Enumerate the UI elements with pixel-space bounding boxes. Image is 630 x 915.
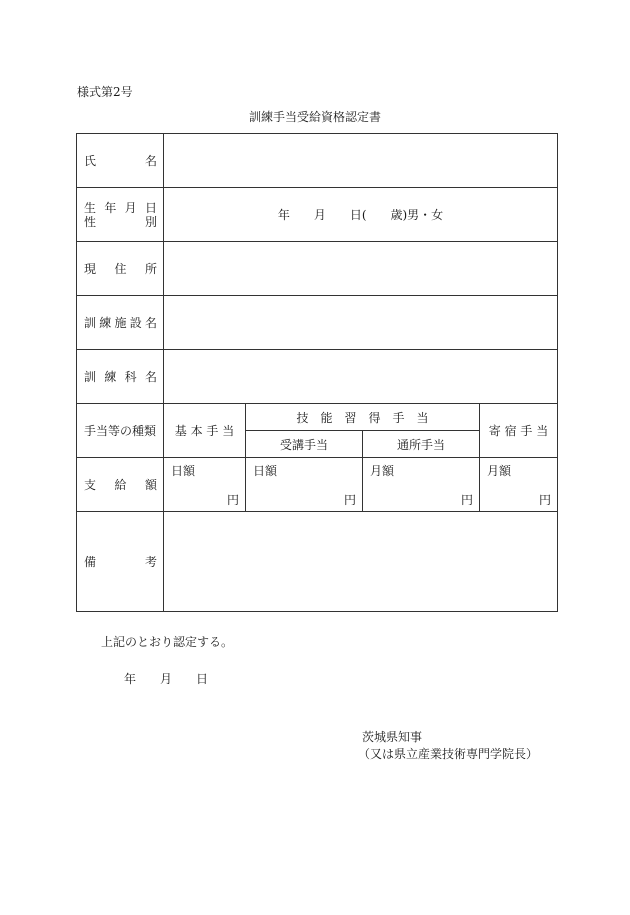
remarks-field[interactable] <box>164 512 558 612</box>
rate-unit: 月額 <box>487 464 512 478</box>
confirmation-text: 上記のとおり認定する。 <box>101 635 234 649</box>
commute-allowance-amount[interactable] <box>363 458 480 512</box>
facility-field[interactable] <box>164 296 558 350</box>
name-row <box>77 134 558 188</box>
allowance-type-label: 手当等の種類 <box>77 404 164 458</box>
issuer-name: 茨城県知事 <box>362 730 423 744</box>
yen-unit: 円 <box>538 493 551 507</box>
allowance-header-row <box>77 404 558 431</box>
basic-allowance-header: 基 本 手 当 <box>164 404 246 458</box>
payment-label: 支 給 額 <box>77 458 164 512</box>
commute-allowance-header: 通所手当 <box>363 431 480 458</box>
rate-unit: 月額 <box>370 464 395 478</box>
form-number: 様式第2号 <box>77 85 133 99</box>
name-field[interactable] <box>164 134 558 188</box>
course-field[interactable] <box>164 350 558 404</box>
document-title: 訓練手当受給資格認定書 <box>248 110 381 124</box>
dob-sex-label: 生 年 月 日 性 別 <box>77 188 164 242</box>
yen-unit: 円 <box>343 493 356 507</box>
lecture-allowance-header: 受講手当 <box>246 431 363 458</box>
certificate-table <box>76 133 558 612</box>
rate-unit: 日額 <box>171 464 196 478</box>
yen-unit: 円 <box>460 493 473 507</box>
lecture-allowance-amount[interactable] <box>246 458 363 512</box>
dob-row <box>77 188 558 242</box>
certification-date: 年 月 日 <box>124 672 209 686</box>
yen-unit: 円 <box>226 493 239 507</box>
address-row <box>77 242 558 296</box>
name-label: 氏 名 <box>77 134 164 188</box>
boarding-allowance-header: 寄 宿 手 当 <box>480 404 558 458</box>
address-field[interactable] <box>164 242 558 296</box>
remarks-label: 備 考 <box>77 512 164 612</box>
facility-label: 訓 練 施 設 名 <box>77 296 164 350</box>
rate-unit: 日額 <box>253 464 278 478</box>
issuer-alternate: （又は県立産業技術専門学院長） <box>358 747 539 761</box>
address-label: 現 住 所 <box>77 242 164 296</box>
remarks-row <box>77 512 558 612</box>
skill-allowance-header: 技 能 習 得 手 当 <box>246 404 480 431</box>
course-label: 訓 練 科 名 <box>77 350 164 404</box>
course-row <box>77 350 558 404</box>
dob-sex-field[interactable]: 年 月 日( 歳)男・女 <box>164 188 558 242</box>
facility-row <box>77 296 558 350</box>
boarding-allowance-amount[interactable] <box>480 458 558 512</box>
basic-allowance-amount[interactable] <box>164 458 246 512</box>
payment-row <box>77 458 558 512</box>
